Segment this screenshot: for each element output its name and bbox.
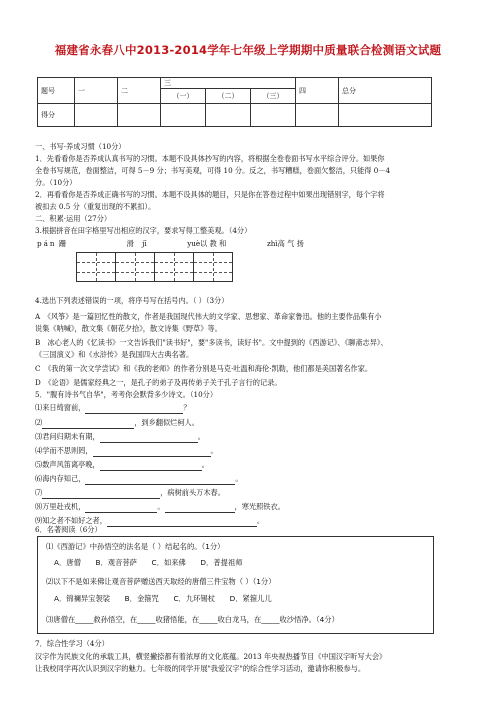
score-cell[interactable] <box>339 104 432 127</box>
poem-prompt: ⑺ <box>35 488 43 497</box>
page-title: 福建省永春八中2013-2014学年七年级上学期期中质量联合检测语文试题 <box>54 43 442 57</box>
section-heading: 二、积累·运用（27分） <box>35 214 112 223</box>
poem-end: 。 <box>256 516 265 525</box>
poem-end: 。 <box>210 446 218 455</box>
poem-line <box>35 473 465 485</box>
poem-prompt: ⑻万里赴戎机， <box>35 502 86 511</box>
pinyin-char: 跚 <box>58 239 67 248</box>
poem-line <box>35 402 465 414</box>
text-line: 2．再看看你是否养成正确书写的习惯。本题不设具体的题目，只是你在答卷过程中如果出现错别字，每个字将 <box>35 190 385 199</box>
pinyin-char: 教 和 <box>209 239 227 248</box>
score-header-total: 总分 <box>339 78 432 104</box>
option-a: A 《风筝》是一篇回忆性的散文，作者是我国现代伟大的文学家、思想家、革命家鲁迅。他的主要作品集有小 <box>35 312 382 321</box>
poem-prompt: ⑷学而不思则罔， <box>35 446 93 455</box>
text-line: 全卷书写规范，卷面整洁，可得 5－9 分；书写美观，可得 10 分。反之，书写糟糕，卷面欠整洁，只能得 0－4 <box>35 166 391 175</box>
novel-reading-box <box>37 536 434 634</box>
poem-end: ，病树前头万木春。 <box>160 488 225 497</box>
score-cell[interactable] <box>161 104 206 127</box>
answer-blank[interactable] <box>100 434 198 443</box>
pinyin-row <box>37 238 477 250</box>
option-c: C 《我的第一次文学尝试》和《我的老师》的作者分别是马克·吐温和海伦·凯勒，他们都是美国著名作家。 <box>35 364 373 373</box>
poem-mid: 。 <box>157 502 165 511</box>
text-line: 汉字作为民族文化的承载工具，横竖撇捺都有着浓厚的文化底蕴。2013 年央视热播节目《中国汉字听写大会》 <box>35 652 387 661</box>
score-row-defen: 得分 <box>38 104 75 127</box>
option-b: B 冰心老人的《忆读书》一文告诉我们"读书好"，要"多读书，读好书"。文中提到的《西游记》、《聊斋志异》、 <box>35 338 388 347</box>
poem-prompt: ⑼知之者不如好之者， <box>35 516 107 525</box>
score-table <box>37 77 432 127</box>
pinyin-char: 滑 <box>126 239 134 248</box>
poem-prompt: ⑴来日绮窗前， <box>35 403 86 412</box>
poem-end: 。 <box>235 474 243 483</box>
pinyin: pán <box>37 239 57 248</box>
poem-line <box>35 459 465 471</box>
score-header-4: 四 <box>296 78 339 104</box>
poem-prompt: ⑸数声风笛离亭晚， <box>35 460 100 469</box>
poem-end: ，寒光照铁衣。 <box>234 502 285 511</box>
question-7: 7．综合性学习（4分） <box>35 639 109 648</box>
question-4: 4.选出下列表述错误的一项，将序号写在括号内。（ ）（3分） <box>35 296 229 305</box>
score-header-3: 三 <box>161 78 296 89</box>
score-header-1: 一 <box>75 78 118 104</box>
text-line: 1．先看看你是否养成认真书写的习惯。本题不设具体抄写的内容，将根据全卷卷面书写水平综合评分。如果你 <box>35 154 385 163</box>
poem-end: 。 <box>197 432 205 441</box>
poem-prompt: ⑵ <box>35 418 43 427</box>
answer-blank[interactable] <box>42 420 134 429</box>
section-heading: 一、书写·养成习惯（10分） <box>35 142 126 151</box>
score-cell[interactable] <box>118 104 161 127</box>
option-d: D 《论语》是儒家经典之一，是孔子的弟子及再传弟子关于孔子言行的记录。 <box>35 378 282 387</box>
question-5: 5．"腹有诗书气自华"，考考你会默背多少诗文。（10分） <box>35 390 218 399</box>
answer-blank[interactable] <box>85 504 157 513</box>
poem-prompt: ⑶君问归期未有期， <box>35 432 100 441</box>
novel-question-1: ⑴《西游记》中孙悟空的法名是（ ）结起名的。（1分） <box>46 542 225 551</box>
answer-blank[interactable] <box>85 405 183 414</box>
poem-prompt: ⑹海内存知己， <box>35 474 86 483</box>
novel-options-1: A．唐僧 B．观音菩萨 C．如来佛 D．普提祖师 <box>54 558 243 567</box>
poem-line <box>35 431 465 443</box>
poem-end: 。 <box>201 460 209 469</box>
text-line: 分。（10分） <box>35 178 77 187</box>
answer-blank[interactable] <box>42 490 160 499</box>
score-cell[interactable] <box>296 104 339 127</box>
option-b: 《三国演义》和《水浒传》是我国四大古典名著。 <box>35 350 194 359</box>
option-a: 说集《呐喊》，散文集《朝花夕拾》，散文诗集《野草》等。 <box>35 324 222 333</box>
score-header-3b: （二） <box>206 89 251 104</box>
poem-line <box>35 417 465 429</box>
novel-question-3: ⑶唐僧在_____救孙悟空，在_____收猪悟能，在_____收白龙马，在_____收沙悟净。（4分） <box>46 615 339 624</box>
answer-blank[interactable] <box>100 462 202 471</box>
text-line: 被扣去 0.5 分（重复出现的不累扣）。 <box>35 202 156 211</box>
score-header-3a: （一） <box>161 89 206 104</box>
pinyin: yuè以 <box>187 239 208 248</box>
pinyin: jī <box>142 239 147 248</box>
poem-end: ，到乡翻似烂柯人。 <box>134 418 199 427</box>
answer-blank[interactable] <box>93 448 211 457</box>
score-cell[interactable] <box>75 104 118 127</box>
poem-line <box>35 445 465 457</box>
text-line: 让我校同学再次认识到汉字的魅力。七年级的同学开展"我爱汉字"的综合性学习活动，邀请你积极参与。 <box>35 664 366 673</box>
score-header-tihao: 题号 <box>38 78 75 104</box>
score-header-2: 二 <box>118 78 161 104</box>
score-cell[interactable] <box>251 104 296 127</box>
tianzige-grid[interactable] <box>76 252 234 282</box>
pinyin-char: 扬 <box>296 239 304 248</box>
question-3: 3.根据拼音在田字格里写出相应的汉字，要求写得工整美观。（4分） <box>35 226 252 235</box>
novel-options-2: A．锦襕异宝袈裟 B．金箍咒 C．九环锡杖 D．紧箍儿儿 <box>54 594 272 603</box>
score-cell[interactable] <box>206 104 251 127</box>
answer-blank[interactable] <box>165 504 235 513</box>
score-header-3c: （三） <box>251 89 296 104</box>
poem-end: ？ <box>183 403 191 412</box>
question-6: 6．名著阅读（6分） <box>35 525 102 534</box>
poem-line <box>35 487 465 499</box>
novel-question-2: ⑵以下不是如来佛让观音菩萨赠送西天取经的唐僧三件宝物（ ）（1分） <box>46 577 276 586</box>
poem-line <box>35 501 465 513</box>
answer-blank[interactable] <box>85 476 235 485</box>
pinyin: zhì高 气 <box>266 239 295 248</box>
